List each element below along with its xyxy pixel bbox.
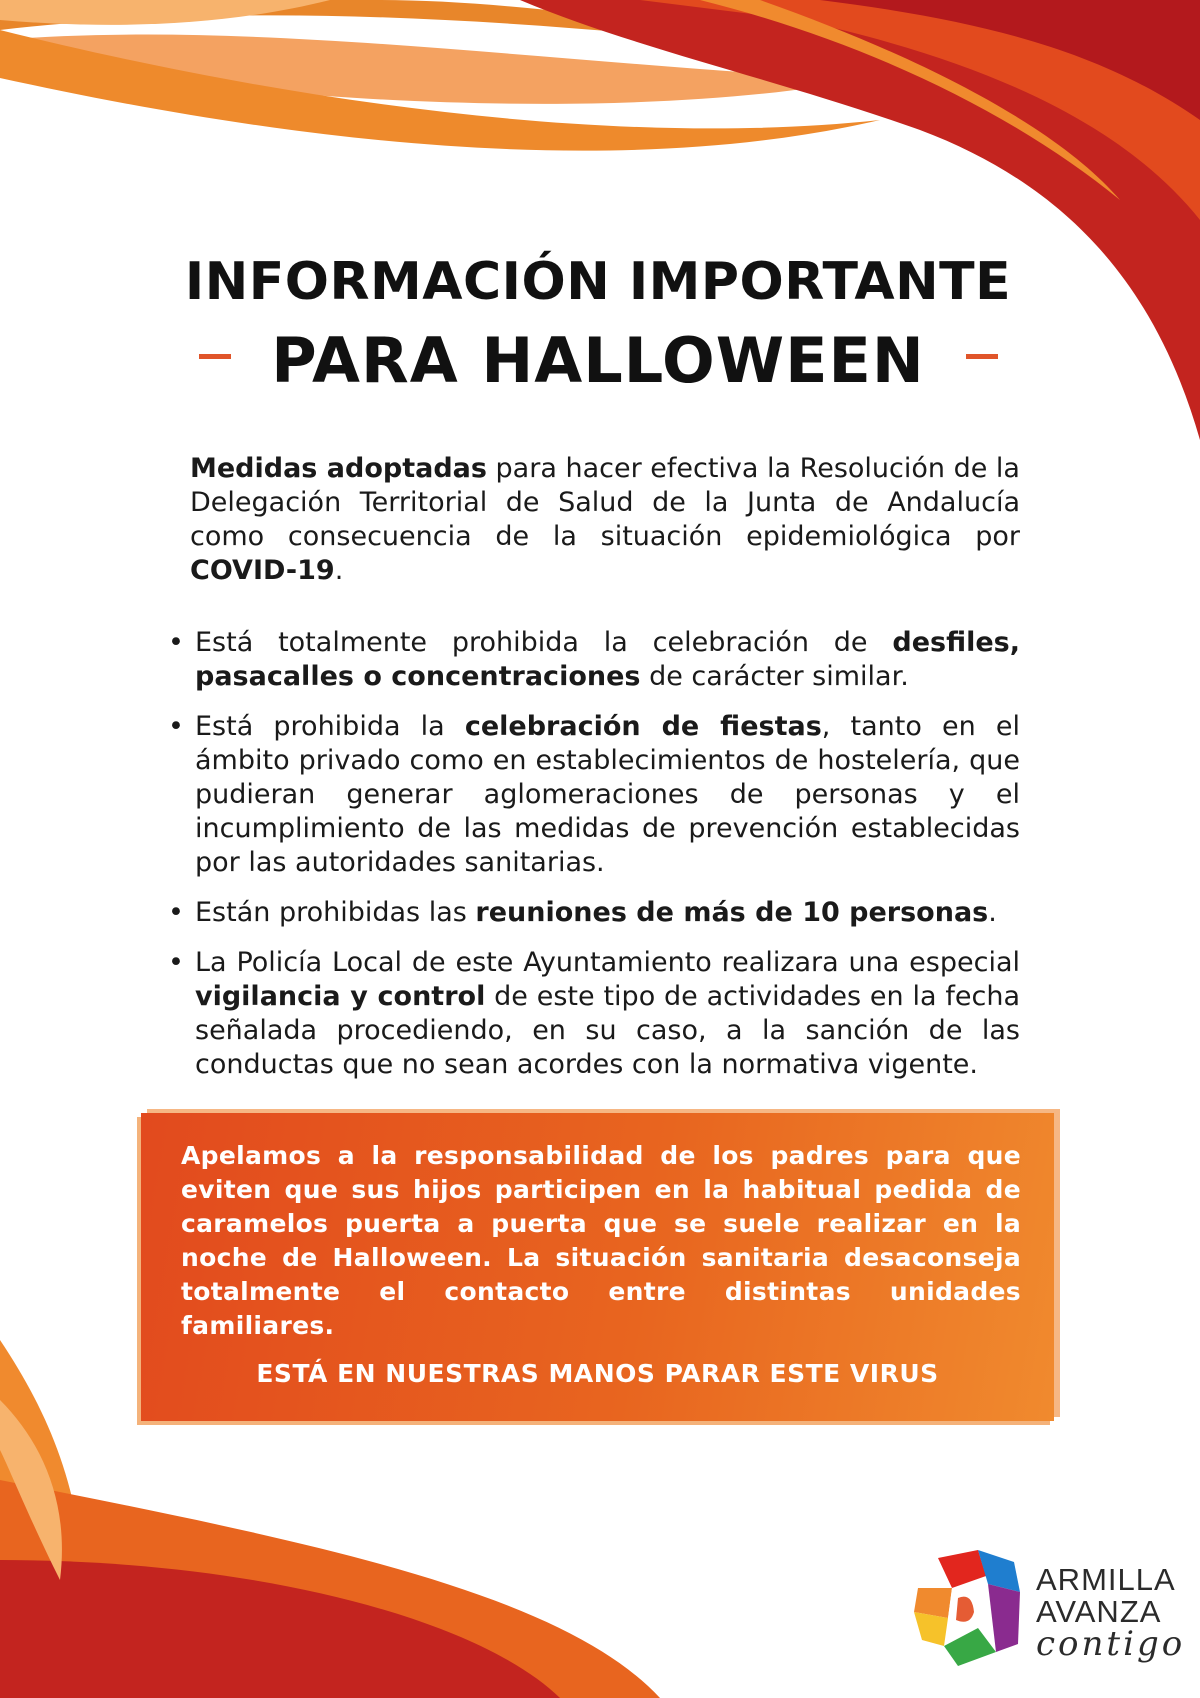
intro-end: . [334,555,344,586]
appeal-text: Apelamos a la responsabilidad de los padres para que eviten que sus hijos participen en la habitual pedida de caramelos puerta a puerta que se suele realizar en la noche de Halloween. La situación sanitaria desaconseja totalmente el contacto entre distintas unidades familiares. [181,1141,1021,1340]
bullet-pre: Están prohibidas las [195,897,476,928]
list-item [168,896,1020,930]
intro-paragraph [190,452,1020,588]
intro-text: para hacer efectiva la Resolución de la Delegación Territorial de Salud de la Junta de Andalucía como consecuencia de la situación epidemiológica por [190,453,1020,552]
bullet-pre: Está prohibida la [195,711,465,742]
intro-bold-lead: Medidas adoptadas [190,453,487,484]
bullet-text [195,710,1020,880]
bullet-pre: La Policía Local de este Ayuntamiento realizara una especial [195,947,1020,978]
title-dash-right [966,354,998,359]
bullet-bold: vigilancia y control [195,981,486,1012]
bullet-pre: Está totalmente prohibida la celebración de [195,627,893,658]
brand-line2: AVANZA [1036,1594,1162,1629]
bullet-post: . [988,897,997,928]
bullet-post: de este tipo de actividades en la fecha señalada procediendo, en su caso, a la sanción de las conductas que no sean acordes con la normativa vigente. [195,981,1020,1080]
bullet-text [195,896,1020,930]
list-item [168,626,1020,694]
list-item [168,710,1020,880]
armilla-logo-icon [908,1548,1024,1668]
bullet-marker: • [168,947,184,978]
bullet-text [195,946,1020,1082]
bullet-marker: • [168,897,184,928]
bullet-marker: • [168,627,184,658]
measures-list [168,626,1020,1098]
brand-line3: contigo [1036,1624,1186,1664]
title-line1: INFORMACIÓN IMPORTANTE [184,252,1012,312]
brand-line1: ARMILLA [1036,1562,1176,1597]
bullet-marker: • [168,711,184,742]
appeal-slogan: ESTÁ EN NUESTRAS MANOS PARAR ESTE VIRUS [256,1359,939,1388]
bullet-bold: desfiles, pasacalles o concentraciones [195,627,1020,692]
intro-bold-end: COVID-19 [190,555,335,586]
bullet-text [195,626,1020,694]
title-line2: PARA HALLOWEEN [271,324,925,397]
bullet-bold: reuniones de más de 10 personas [475,897,989,928]
list-item [168,946,1020,1082]
bullet-bold: celebración de fiestas [464,711,822,742]
bullet-post: de carácter similar. [640,661,909,692]
appeal-box [141,1113,1054,1421]
bullet-post: , tanto en el ámbito privado como en establecimientos de hostelería, que pudieran generar aglomeraciones de personas y el incumplimiento de las medidas de prevención establecidas por las autoridades sanitarias. [195,711,1020,878]
